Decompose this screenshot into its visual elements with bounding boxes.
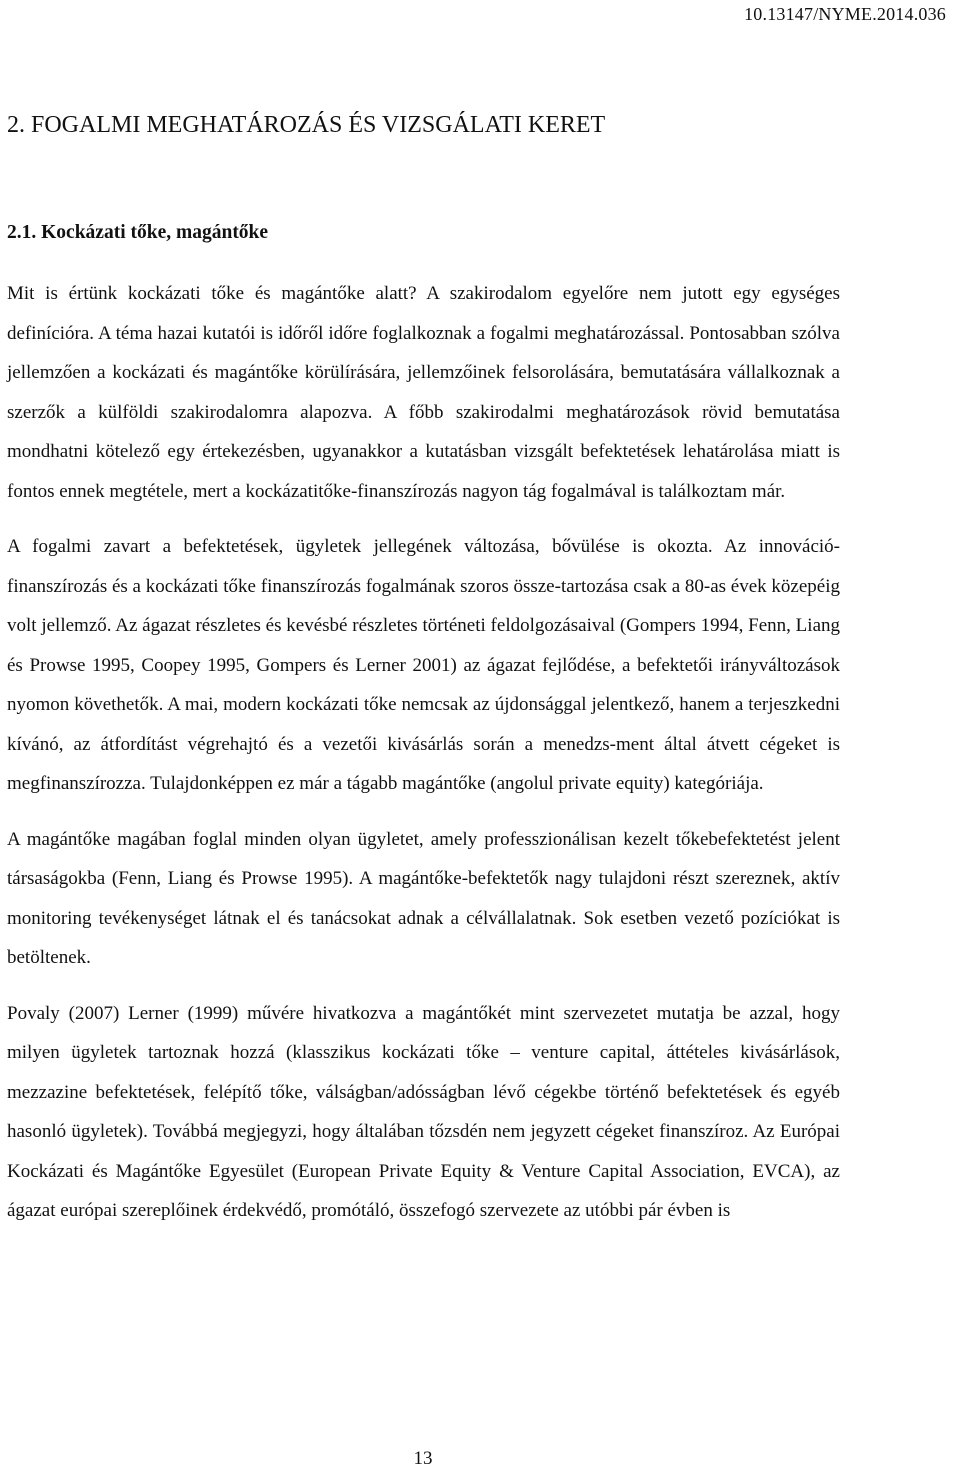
section-heading: 2.1. Kockázati tőke, magántőke — [7, 222, 269, 243]
doi-header: 10.13147/NYME.2014.036 — [744, 4, 946, 24]
paragraph-confusion: A fogalmi zavart a befektetések, ügyletek jellegének változása, bővülése is okozta. Az innováció-finanszírozás és a kockázati tőke finanszírozás fogalmának szoros össze-tartozása csak a 80-as évek közepéig volt jellemző. Az ágazat részletes és kevésbé részletes történeti feldolgozásaival (Gompers 1994, Fenn, Liang és Prowse 1995, Coopey 1995, Gompers és Lerner 2001) az ágazat fejlődése, a befektetői irányváltozások nyomon követhetők. A mai, modern kockázati tőke nemcsak az újdonsággal jelentkező, hanem a terjeszkedni kívánó, az átfordítást végrehajtó és a vezetői kivásárlás során a menedzs-ment által átvett cégeket is megfinanszírozza. Tulajdonképpen ez már a tágabb magántőke (angolul private equity) kategóriája. — [7, 536, 840, 794]
paragraph-povaly: Povaly (2007) Lerner (1999) művére hivatkozva a magántőkét mint szervezetet mutatja be azzal, hogy milyen ügyletek tartoznak hozzá (klasszikus kockázati tőke – venture capital, áttételes kivásárlások, mezzazine befektetések, felépítő tőke, válságban/adósságban lévő cégekbe történő befektetések és egyéb hasonló ügyletek). Továbbá megjegyzi, hogy általában tőzsdén nem jegyzett cégeket finanszíroz. Az Európai Kockázati és Magántőke Egyesület (European Private Equity & Venture Capital Association, EVCA), az ágazat európai szereplőinek érdekvédő, promótáló, összefogó szervezete az utóbbi pár évben is — [7, 1002, 840, 1221]
page-number: 13 — [413, 1448, 433, 1469]
body-text — [7, 274, 840, 1247]
chapter-heading: 2. FOGALMI MEGHATÁROZÁS ÉS VIZSGÁLATI KERET — [7, 112, 606, 138]
paragraph-private-equity: A magántőke magában foglal minden olyan ügyletet, amely professzionálisan kezelt tőkebefektetést jelent társaságokba (Fenn, Liang és Prowse 1995). A magántőke-befektetők nagy tulajdoni részt szereznek, aktív monitoring tevékenységet látnak el és tanácsokat adnak a célvállalatnak. Sok esetben vezető pozíciókat is betöltenek. — [7, 828, 840, 968]
paragraph-definition: Mit is értünk kockázati tőke és magántőke alatt? A szakirodalom egyelőre nem jutott egy egységes definícióra. A téma hazai kutatói is időről időre foglalkoznak a fogalmi meghatározással. Pontosabban szólva jellemzően a kockázati és magántőke körülírására, jellemzőinek felsorolására, bemutatására vállalkoznak a szerzők a külföldi szakirodalomra alapozva. A főbb szakirodalmi meghatározások rövid bemutatása mondhatni kötelező egy értekezésben, ugyanakkor a kutatásban vizsgált befektetések lehatárolása miatt is fontos ennek megtétele, mert a kockázatitőke-finanszírozás nagyon tág fogalmával is találkoztam már. — [7, 283, 840, 502]
